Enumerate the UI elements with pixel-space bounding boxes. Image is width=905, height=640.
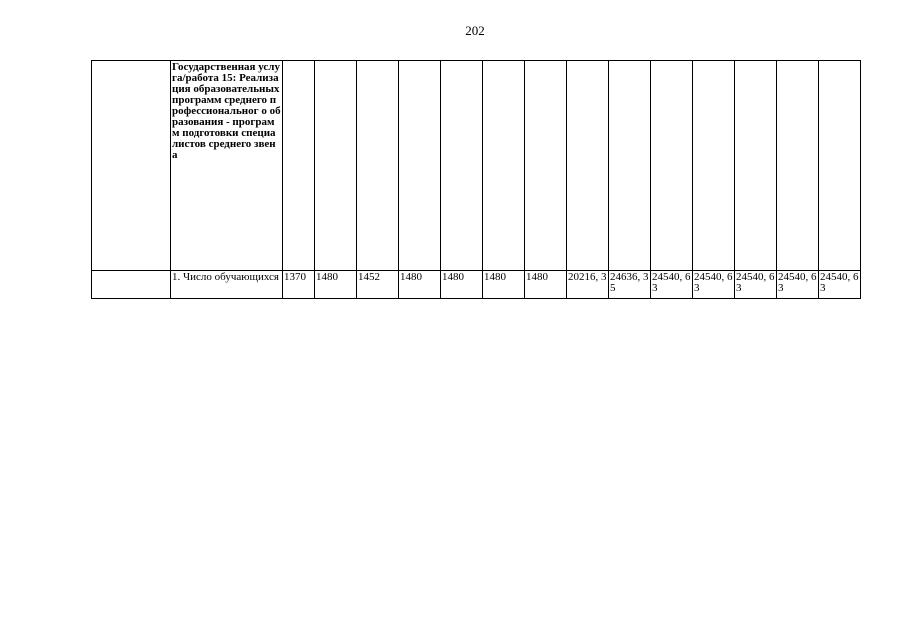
empty-cell xyxy=(92,61,171,271)
value-cell: 24540, 63 xyxy=(735,271,777,299)
value-cell: 24540, 63 xyxy=(651,271,693,299)
empty-cell xyxy=(777,61,819,271)
empty-cell xyxy=(92,271,171,299)
empty-cell xyxy=(609,61,651,271)
empty-cell xyxy=(357,61,399,271)
value-cell: 24540, 63 xyxy=(777,271,819,299)
empty-cell xyxy=(819,61,861,271)
empty-cell xyxy=(283,61,315,271)
value-cell: 20216, 3 xyxy=(567,271,609,299)
empty-cell xyxy=(693,61,735,271)
empty-cell xyxy=(399,61,441,271)
data-table xyxy=(91,60,861,299)
value-cell: 1370 xyxy=(283,271,315,299)
empty-cell xyxy=(651,61,693,271)
value-cell: 1480 xyxy=(399,271,441,299)
section-header-row xyxy=(92,61,861,271)
value-cell: 1480 xyxy=(441,271,483,299)
table-row xyxy=(92,271,861,299)
value-cell: 24540, 63 xyxy=(819,271,861,299)
value-cell: 1480 xyxy=(315,271,357,299)
value-cell: 1480 xyxy=(483,271,525,299)
empty-cell xyxy=(525,61,567,271)
empty-cell xyxy=(441,61,483,271)
empty-cell xyxy=(567,61,609,271)
page-number: 202 xyxy=(465,23,485,38)
empty-cell xyxy=(483,61,525,271)
section-title: Государственная услуга/работа 15: Реализация образовательных программ среднего профессиональног о образования - программ подготовки специалистов среднего звена xyxy=(171,61,283,271)
value-cell: 1480 xyxy=(525,271,567,299)
empty-cell xyxy=(735,61,777,271)
row-label: 1. Число обучающихся xyxy=(171,271,283,299)
value-cell: 1452 xyxy=(357,271,399,299)
value-cell: 24540, 63 xyxy=(693,271,735,299)
empty-cell xyxy=(315,61,357,271)
value-cell: 24636, 35 xyxy=(609,271,651,299)
